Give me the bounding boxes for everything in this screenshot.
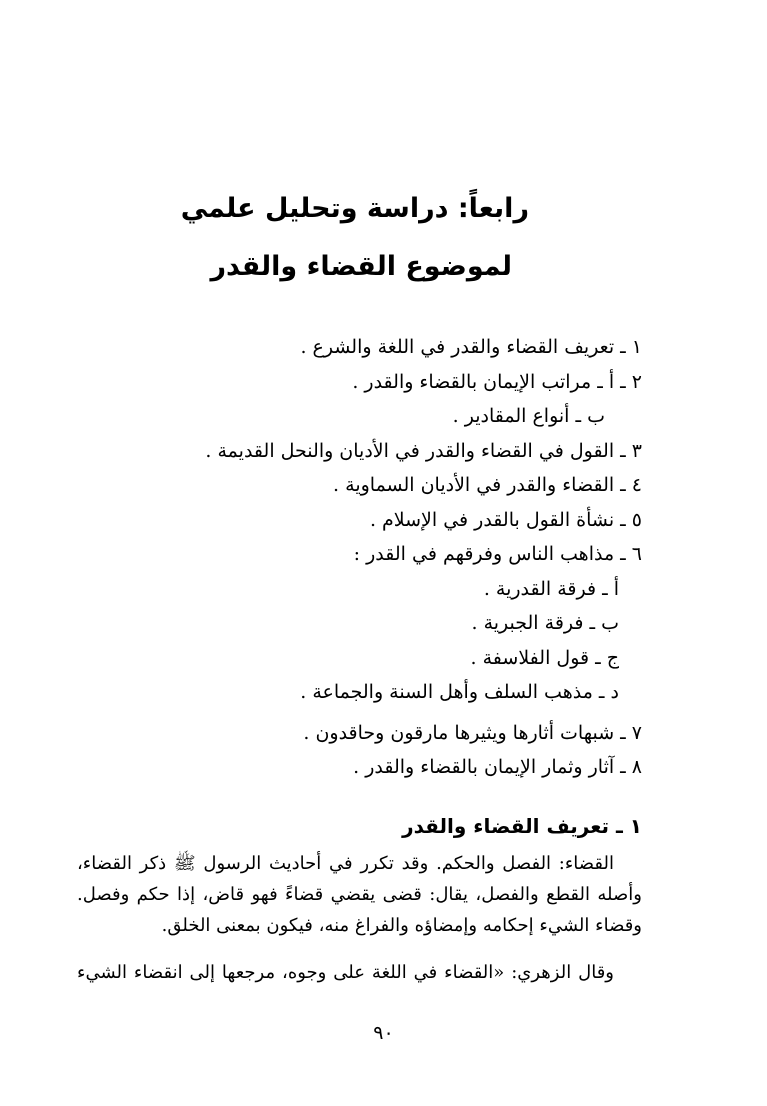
chapter-title-line-2: لموضوع القضاء والقدر [210,251,512,282]
toc-item: ٢ ـ أ ـ مراتب الإيمان بالقضاء والقدر . [352,370,642,393]
page-number: ٩٠ [373,1022,394,1044]
paragraph-line: وقضاء الشيء إحكامه وإمضاؤه والفراغ منه، فيكون بمعنى الخلق. [161,915,642,936]
chapter-title-line-1: رابعاً: دراسة وتحليل علمي [180,193,529,224]
toc-item: ٨ ـ آثار وثمار الإيمان بالقضاء والقدر . [353,756,642,778]
toc-item: ٤ ـ القضاء والقدر في الأديان السماوية . [333,474,642,496]
paragraph-line: القضاء: الفصل والحكم. وقد تكرر في أحاديث الرسول ﷺ ذكر القضاء، [77,853,614,874]
section-heading: ١ ـ تعريف القضاء والقدر [402,814,642,838]
toc-subitem: ب ـ أنواع المقادير . [452,405,605,427]
toc-item: ٣ ـ القول في القضاء والقدر في الأديان والنحل القديمة . [205,439,642,462]
paragraph-line: وقال الزهري: «القضاء في اللغة على وجوه، مرجعها إلى انقضاء الشيء [77,962,614,983]
toc-item: ٥ ـ نشأة القول بالقدر في الإسلام . [369,508,642,531]
toc-subitem: د ـ مذهب السلف وأهل السنة والجماعة . [300,681,619,703]
toc-subitem: ج ـ قول الفلاسفة . [470,646,619,669]
table-of-contents [82,330,642,785]
paragraph-zuhri-quote [77,957,642,988]
toc-item: ١ ـ تعريف القضاء والقدر في اللغة والشرع . [300,336,642,358]
toc-subitem: ب ـ فرقة الجبرية . [471,612,619,634]
paragraph-definition [77,848,642,941]
paragraph-line: وأصله القطع والفصل، يقال: قضى يقضي قضاءً فهو قاض، إذا حكم وفصل. [77,884,642,905]
toc-item: ٦ ـ مذاهب الناس وفرقهم في القدر : [353,543,642,565]
toc-item: ٧ ـ شبهات أثارها ويثيرها مارقون وحاقدون . [303,721,642,744]
toc-subitem: أ ـ فرقة القدرية . [483,577,619,600]
